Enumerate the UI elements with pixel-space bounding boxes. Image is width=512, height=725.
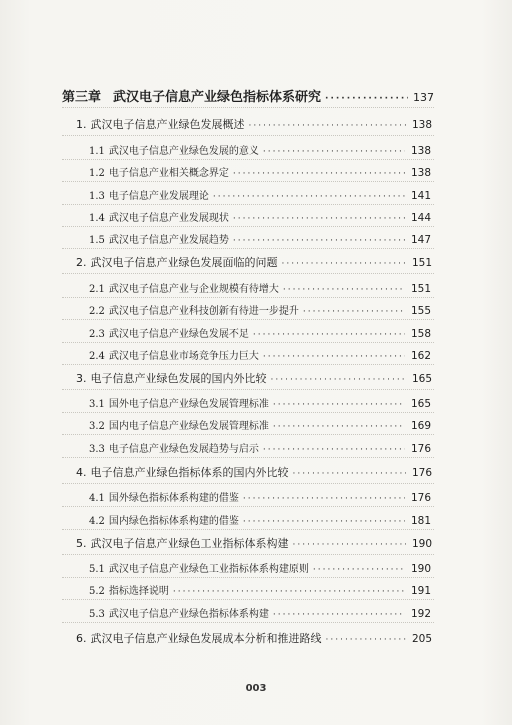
dot-leader — [325, 94, 408, 104]
subsection-title: 电子信息产业发展理论 — [108, 191, 209, 202]
subsection-page-number: 181 — [410, 515, 431, 527]
subsection-page-number: 144 — [410, 212, 431, 224]
subsection-title: 国外绿色指标体系构建的借鉴 — [108, 493, 239, 504]
toc-section-entry[interactable] — [76, 370, 432, 386]
dot-leader — [326, 635, 407, 645]
divider — [62, 577, 434, 578]
toc-chapter-entry[interactable] — [62, 86, 434, 105]
section-title: 武汉电子信息产业绿色发展概述 — [90, 118, 245, 131]
subsection-page-number: 138 — [410, 145, 431, 157]
toc-subsection-entry[interactable] — [89, 187, 431, 202]
dot-leader — [293, 469, 407, 479]
section-page-number: 176 — [411, 467, 432, 479]
divider — [62, 364, 434, 365]
toc-subsection-entry[interactable] — [89, 302, 431, 317]
section-number: 6. — [76, 632, 87, 645]
subsection-page-number: 192 — [410, 608, 431, 620]
divider — [62, 159, 434, 160]
toc-subsection-entry[interactable] — [89, 582, 431, 597]
toc-subsection-entry[interactable] — [89, 605, 431, 620]
subsection-number: 3.2 — [89, 421, 105, 432]
subsection-number: 2.3 — [89, 329, 105, 340]
subsection-title: 武汉电子信息业市场竞争压力巨大 — [108, 351, 259, 362]
subsection-title: 国内绿色指标体系构建的借鉴 — [108, 516, 239, 527]
toc-subsection-entry[interactable] — [89, 231, 431, 246]
divider — [62, 412, 434, 413]
subsection-page-number: 138 — [410, 167, 431, 179]
dot-leader — [243, 517, 405, 527]
divider — [62, 506, 434, 507]
divider — [62, 181, 434, 182]
subsection-number: 1.5 — [89, 235, 105, 246]
subsection-page-number: 158 — [410, 328, 431, 340]
divider — [62, 107, 434, 108]
section-page-number: 138 — [411, 119, 432, 131]
subsection-number: 1.2 — [89, 168, 105, 179]
subsection-title: 电子信息产业相关概念界定 — [108, 168, 229, 179]
section-number: 4. — [76, 466, 87, 479]
dot-leader — [313, 565, 405, 575]
subsection-title: 指标选择说明 — [108, 586, 169, 597]
subsection-title: 电子信息产业绿色发展趋势与启示 — [108, 444, 259, 455]
dot-leader — [233, 214, 405, 224]
divider — [62, 273, 434, 274]
divider — [62, 297, 434, 298]
dot-leader — [271, 375, 407, 385]
subsection-title: 武汉电子信息产业与企业规模有待增大 — [108, 284, 279, 295]
section-number: 2. — [76, 256, 87, 269]
toc-subsection-entry[interactable] — [89, 347, 431, 362]
divider — [62, 434, 434, 435]
section-title: 电子信息产业绿色指标体系的国内外比较 — [90, 466, 289, 479]
subsection-number: 4.2 — [89, 516, 105, 527]
divider — [62, 226, 434, 227]
divider — [62, 529, 434, 530]
chapter-page-number: 137 — [413, 91, 434, 104]
subsection-number: 5.2 — [89, 586, 105, 597]
dot-leader — [263, 147, 405, 157]
subsection-title: 武汉电子信息产业发展现状 — [108, 213, 229, 224]
subsection-page-number: 165 — [410, 398, 431, 410]
divider — [62, 622, 434, 623]
toc-section-entry[interactable] — [76, 464, 432, 480]
dot-leader — [293, 540, 407, 550]
section-number: 5. — [76, 537, 87, 550]
subsection-page-number: 151 — [410, 283, 431, 295]
divider — [62, 248, 434, 249]
section-title: 武汉电子信息产业绿色发展成本分析和推进路线 — [90, 632, 322, 645]
footer-page-number: 003 — [245, 683, 267, 694]
section-page-number: 151 — [411, 257, 432, 269]
section-number: 1. — [76, 118, 87, 131]
dot-leader — [263, 445, 405, 455]
toc-subsection-entry[interactable] — [89, 512, 431, 527]
toc-subsection-entry[interactable] — [89, 280, 431, 295]
subsection-title: 国外电子信息产业绿色发展管理标准 — [108, 399, 269, 410]
subsection-title: 武汉电子信息产业绿色发展的意义 — [108, 146, 259, 157]
chapter-number: 第三章 — [62, 90, 102, 105]
dot-leader — [263, 352, 405, 362]
subsection-title: 武汉电子信息产业绿色工业指标体系构建原则 — [108, 564, 309, 575]
section-page-number: 190 — [411, 538, 432, 550]
subsection-page-number: 162 — [410, 350, 431, 362]
dot-leader — [283, 285, 405, 295]
toc-subsection-entry[interactable] — [89, 142, 431, 157]
subsection-number: 1.1 — [89, 146, 105, 157]
subsection-page-number: 155 — [410, 305, 431, 317]
toc-subsection-entry[interactable] — [89, 560, 431, 575]
divider — [62, 457, 434, 458]
chapter-title: 武汉电子信息产业绿色指标体系研究 — [113, 90, 322, 105]
divider — [62, 135, 434, 136]
dot-leader — [233, 236, 405, 246]
dot-leader — [243, 494, 405, 504]
subsection-number: 5.1 — [89, 564, 105, 575]
dot-leader — [273, 400, 405, 410]
toc-section-entry[interactable] — [76, 116, 432, 132]
subsection-title: 武汉电子信息产业科技创新有待进一步提升 — [108, 306, 299, 317]
divider — [62, 389, 434, 390]
subsection-number: 2.1 — [89, 284, 105, 295]
section-page-number: 205 — [411, 633, 432, 645]
dot-leader — [213, 192, 405, 202]
subsection-page-number: 176 — [410, 443, 431, 455]
dot-leader — [253, 330, 405, 340]
subsection-number: 3.3 — [89, 444, 105, 455]
divider — [62, 342, 434, 343]
dot-leader — [249, 121, 407, 131]
subsection-page-number: 141 — [410, 190, 431, 202]
divider — [62, 599, 434, 600]
toc-subsection-entry[interactable] — [89, 164, 431, 179]
subsection-number: 1.4 — [89, 213, 105, 224]
toc-subsection-entry[interactable] — [89, 417, 431, 432]
toc-subsection-entry[interactable] — [89, 325, 431, 340]
subsection-number: 2.2 — [89, 306, 105, 317]
subsection-number: 4.1 — [89, 493, 105, 504]
subsection-page-number: 169 — [410, 420, 431, 432]
section-number: 3. — [76, 372, 87, 385]
toc-subsection-entry[interactable] — [89, 440, 431, 455]
section-title: 电子信息产业绿色发展的国内外比较 — [90, 372, 267, 385]
dot-leader — [173, 587, 405, 597]
subsection-page-number: 176 — [410, 492, 431, 504]
dot-leader — [273, 422, 405, 432]
toc-section-entry[interactable] — [76, 630, 432, 646]
dot-leader — [303, 307, 405, 317]
toc-section-entry[interactable] — [76, 535, 432, 551]
toc-subsection-entry[interactable] — [89, 395, 431, 410]
subsection-page-number: 191 — [410, 585, 431, 597]
subsection-number: 5.3 — [89, 609, 105, 620]
section-title: 武汉电子信息产业绿色发展面临的问题 — [90, 256, 278, 269]
toc-subsection-entry[interactable] — [89, 209, 431, 224]
subsection-number: 2.4 — [89, 351, 105, 362]
subsection-title: 武汉电子信息产业绿色发展不足 — [108, 329, 249, 340]
subsection-title: 武汉电子信息产业绿色指标体系构建 — [108, 609, 269, 620]
divider — [62, 319, 434, 320]
subsection-number: 3.1 — [89, 399, 105, 410]
toc-subsection-entry[interactable] — [89, 489, 431, 504]
dot-leader — [273, 610, 405, 620]
divider — [62, 554, 434, 555]
dot-leader — [282, 259, 407, 269]
divider — [62, 483, 434, 484]
subsection-page-number: 190 — [410, 563, 431, 575]
divider — [62, 204, 434, 205]
subsection-title: 国内电子信息产业绿色发展管理标准 — [108, 421, 269, 432]
section-title: 武汉电子信息产业绿色工业指标体系构建 — [90, 537, 289, 550]
subsection-page-number: 147 — [410, 234, 431, 246]
dot-leader — [233, 169, 405, 179]
section-page-number: 165 — [411, 373, 432, 385]
subsection-number: 1.3 — [89, 191, 105, 202]
subsection-title: 武汉电子信息产业发展趋势 — [108, 235, 229, 246]
toc-section-entry[interactable] — [76, 254, 432, 270]
